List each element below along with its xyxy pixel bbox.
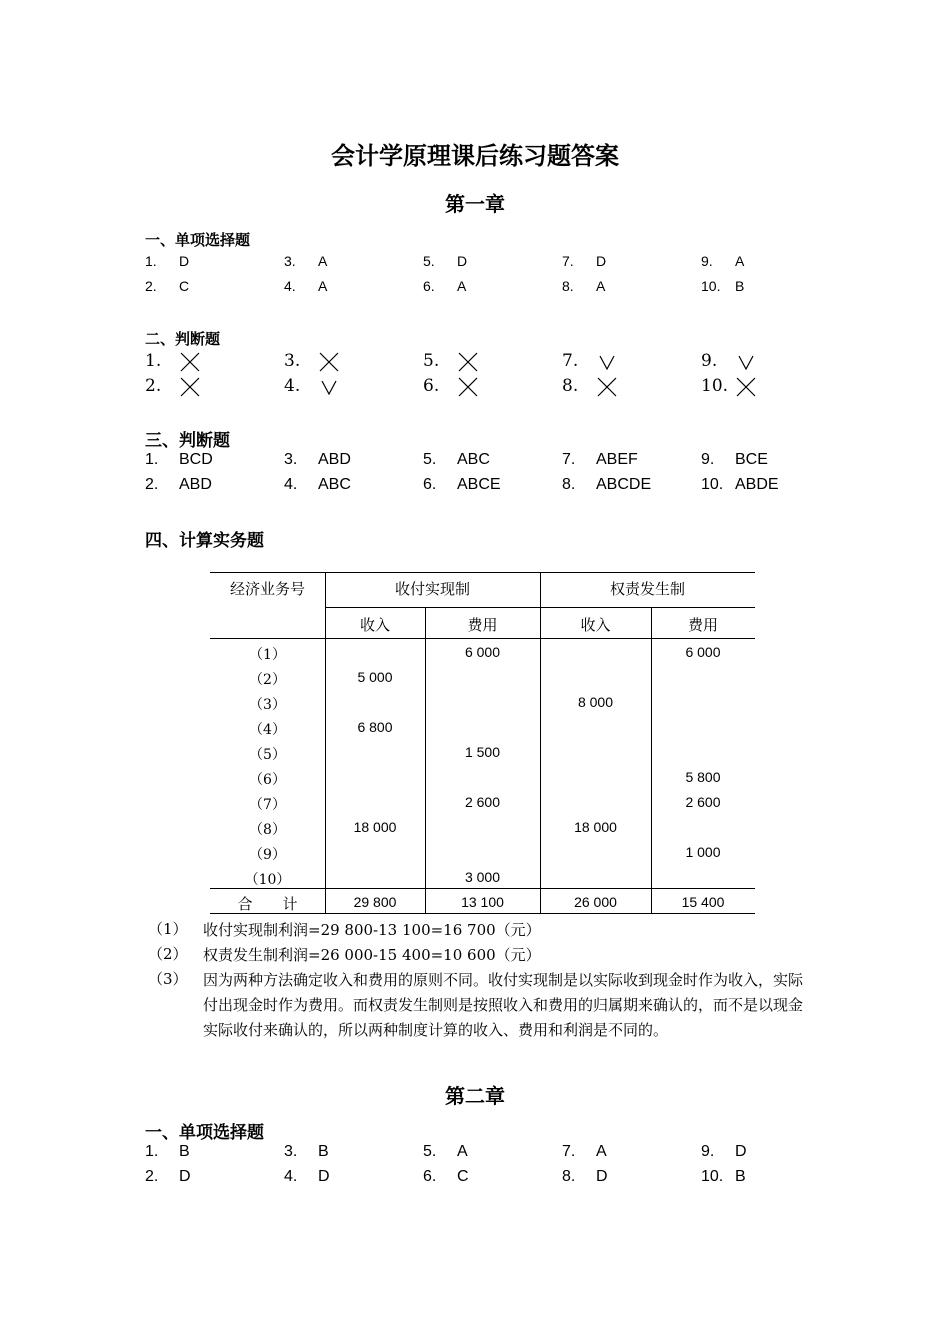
answer-value: ABEF xyxy=(596,451,638,468)
answer-value: A xyxy=(457,1143,468,1160)
row-number: （8） xyxy=(249,822,286,838)
question-number: 8. xyxy=(562,278,574,294)
answer-value: A xyxy=(318,278,328,294)
column-header-accrual-basis: 权责发生制 xyxy=(609,580,685,598)
row-number: （3） xyxy=(249,697,286,713)
accrual-income-cell: 8 000 xyxy=(577,694,614,710)
answer-value: D xyxy=(179,1168,191,1185)
cash-income-cell: 5 000 xyxy=(357,669,393,685)
cross-mark-icon xyxy=(318,352,340,372)
check-mark-icon xyxy=(735,352,757,372)
question-number: 4. xyxy=(284,476,298,493)
question-number: 10. xyxy=(701,476,724,493)
question-number: 8. xyxy=(562,376,579,396)
answer-value: D xyxy=(596,1168,608,1185)
answer-value: BCE xyxy=(735,451,768,468)
question-number: 6. xyxy=(423,278,435,294)
answer-value: ABDE xyxy=(735,476,779,493)
question-number: 10. xyxy=(701,1168,724,1185)
cash-expense-cell: 2 600 xyxy=(464,794,501,810)
cross-mark-icon xyxy=(179,352,201,372)
row-number: （2） xyxy=(249,672,286,688)
answer-value: A xyxy=(457,278,467,294)
question-number: 10. xyxy=(701,278,721,294)
section-multiple-choice-heading: 三、判断题 xyxy=(145,431,230,451)
total-cash-income: 29 800 xyxy=(353,894,397,910)
total-accrual-expense: 15 400 xyxy=(681,894,725,910)
cross-mark-icon xyxy=(457,352,479,372)
cross-mark-icon xyxy=(596,377,618,397)
answer-value: ABC xyxy=(457,451,490,468)
note-key: （1） xyxy=(148,920,188,938)
answer-item xyxy=(701,278,744,294)
check-mark-icon xyxy=(318,377,340,397)
cross-mark-icon xyxy=(179,377,201,397)
question-number: 6. xyxy=(423,476,437,493)
answer-value: ABC xyxy=(318,476,351,493)
answer-value: C xyxy=(179,278,190,294)
answer-item xyxy=(284,1168,330,1186)
accrual-expense-cell: 6 000 xyxy=(685,644,721,660)
question-number: 9. xyxy=(701,351,718,371)
answer-item xyxy=(701,1168,746,1186)
column-header-expense: 费用 xyxy=(687,616,718,634)
answer-item xyxy=(562,278,605,294)
answer-item xyxy=(284,376,340,397)
answer-value: A xyxy=(318,253,328,269)
answer-value: D xyxy=(318,1168,330,1185)
note-text: 因为两种方法确定收入和费用的原则不同。收付实现制是以实际收到现金时作为收入，实际付出现金时作为费用。而权责发生制则是按照收入和费用的归属期来确认的，而不是以现金实际收付来确认的，所以两种制度计算的收入、费用和利润是不同的。 xyxy=(203,971,804,1039)
cash-expense-cell: 3 000 xyxy=(464,869,501,885)
answer-item xyxy=(423,1143,468,1161)
question-number: 8. xyxy=(562,476,576,493)
chapter-1-heading: 第一章 xyxy=(445,192,505,216)
cash-income-cell: 18 000 xyxy=(353,819,397,835)
total-accrual-income: 26 000 xyxy=(574,894,617,910)
question-number: 1. xyxy=(145,451,159,468)
answer-item xyxy=(284,1143,329,1161)
row-number: （5） xyxy=(249,747,286,763)
answer-value: D xyxy=(735,1143,747,1160)
answer-value: ABD xyxy=(318,451,351,468)
answer-item xyxy=(562,253,606,269)
answer-item xyxy=(562,351,618,372)
answer-item xyxy=(562,376,618,397)
question-number: 7. xyxy=(562,1143,576,1160)
answer-value: B xyxy=(318,1143,329,1160)
section-calculation-heading: 四、计算实务题 xyxy=(145,531,264,551)
answer-value: B xyxy=(735,1168,746,1185)
column-header-cash-basis: 收付实现制 xyxy=(394,580,470,598)
answer-item xyxy=(284,476,351,494)
answer-item xyxy=(423,278,466,294)
row-number: （9） xyxy=(249,847,286,863)
answer-value: ABD xyxy=(179,476,212,493)
answer-item xyxy=(145,376,201,397)
table-rule xyxy=(210,638,755,639)
cross-mark-icon xyxy=(457,377,479,397)
answer-item xyxy=(562,451,638,469)
cash-expense-cell: 6 000 xyxy=(464,644,501,660)
chapter-2-heading: 第二章 xyxy=(445,1084,505,1108)
answer-value: ABCDE xyxy=(596,476,652,493)
answer-value: A xyxy=(596,1143,607,1160)
answer-item xyxy=(701,1143,747,1161)
answer-item xyxy=(423,253,467,269)
question-number: 9. xyxy=(701,451,715,468)
answer-item xyxy=(701,351,757,372)
answer-item xyxy=(284,253,327,269)
question-number: 10. xyxy=(701,376,729,396)
question-number: 4. xyxy=(284,278,296,294)
note-text: 收付实现制利润=29 800-13 100=16 700（元） xyxy=(203,921,541,939)
question-number: 2. xyxy=(145,1168,159,1185)
question-number: 3. xyxy=(284,451,298,468)
question-number: 3. xyxy=(284,1143,298,1160)
answer-value: A xyxy=(596,278,606,294)
row-number: （7） xyxy=(249,797,286,813)
total-label: 合 计 xyxy=(237,895,298,913)
total-cash-expense: 13 100 xyxy=(461,894,504,910)
column-header-income: 收入 xyxy=(580,616,611,634)
question-number: 9. xyxy=(701,253,713,269)
answer-item xyxy=(423,376,479,397)
question-number: 1. xyxy=(145,1143,159,1160)
accrual-expense-cell: 5 800 xyxy=(685,769,721,785)
answer-item xyxy=(145,476,212,494)
table-rule xyxy=(210,572,755,573)
answer-item xyxy=(701,376,757,397)
note-text: 权责发生制利润=26 000-15 400=10 600（元） xyxy=(203,946,541,964)
question-number: 6. xyxy=(423,1168,437,1185)
accrual-expense-cell: 2 600 xyxy=(685,794,721,810)
column-header-income: 收入 xyxy=(359,616,390,634)
answer-item xyxy=(423,476,501,494)
answer-value: B xyxy=(735,278,745,294)
question-number: 2. xyxy=(145,278,157,294)
answer-item xyxy=(562,1168,608,1186)
section-true-false-heading: 二、判断题 xyxy=(145,330,221,348)
row-number: （4） xyxy=(249,722,286,738)
answer-value: D xyxy=(179,253,190,269)
answer-item xyxy=(284,278,327,294)
document-title: 会计学原理课后练习题答案 xyxy=(331,142,619,170)
answer-item xyxy=(423,451,490,469)
question-number: 9. xyxy=(701,1143,715,1160)
note-key: （3） xyxy=(148,970,188,988)
answer-item xyxy=(284,451,351,469)
question-number: 7. xyxy=(562,253,574,269)
accrual-expense-cell: 1 000 xyxy=(685,844,721,860)
question-number: 5. xyxy=(423,1143,437,1160)
answer-item xyxy=(701,253,744,269)
question-number: 4. xyxy=(284,1168,298,1185)
section-single-choice-heading: 一、单项选择题 xyxy=(145,1123,264,1143)
answer-item xyxy=(701,451,768,469)
cash-expense-cell: 1 500 xyxy=(464,744,501,760)
row-number: （1） xyxy=(249,647,286,663)
question-number: 2. xyxy=(145,476,159,493)
section-single-choice-heading: 一、单项选择题 xyxy=(145,231,251,249)
answer-item xyxy=(145,278,189,294)
answer-item xyxy=(562,476,651,494)
answer-item xyxy=(423,351,479,372)
answer-value: D xyxy=(596,253,607,269)
question-number: 5. xyxy=(423,351,440,371)
cross-mark-icon xyxy=(735,377,757,397)
question-number: 1. xyxy=(145,253,157,269)
note-key: （2） xyxy=(148,945,188,963)
answer-item xyxy=(145,451,213,469)
answer-item xyxy=(145,1168,191,1186)
answer-item xyxy=(423,1168,469,1186)
question-number: 3. xyxy=(284,253,296,269)
question-number: 3. xyxy=(284,351,301,371)
answer-value: BCD xyxy=(179,451,213,468)
answer-item xyxy=(145,351,201,372)
question-number: 8. xyxy=(562,1168,576,1185)
answer-item xyxy=(145,253,189,269)
accrual-income-cell: 18 000 xyxy=(574,819,617,835)
column-header-business-no: 经济业务号 xyxy=(229,580,305,598)
row-number: （6） xyxy=(249,772,286,788)
question-number: 1. xyxy=(145,351,162,371)
answer-value: D xyxy=(457,253,468,269)
check-mark-icon xyxy=(596,352,618,372)
question-number: 7. xyxy=(562,351,579,371)
answer-item xyxy=(701,476,779,494)
cash-income-cell: 6 800 xyxy=(357,719,393,735)
question-number: 5. xyxy=(423,451,437,468)
question-number: 7. xyxy=(562,451,576,468)
question-number: 5. xyxy=(423,253,435,269)
column-header-expense: 费用 xyxy=(467,616,498,634)
question-number: 4. xyxy=(284,376,301,396)
answer-item xyxy=(284,351,340,372)
answer-value: B xyxy=(179,1143,190,1160)
answer-item xyxy=(562,1143,607,1161)
income-expense-table xyxy=(210,572,755,914)
answer-value: ABCE xyxy=(457,476,501,493)
answer-value: A xyxy=(735,253,745,269)
answer-item xyxy=(145,1143,190,1161)
row-number: （10） xyxy=(244,872,291,888)
answer-value: C xyxy=(457,1168,469,1185)
question-number: 2. xyxy=(145,376,162,396)
question-number: 6. xyxy=(423,376,440,396)
